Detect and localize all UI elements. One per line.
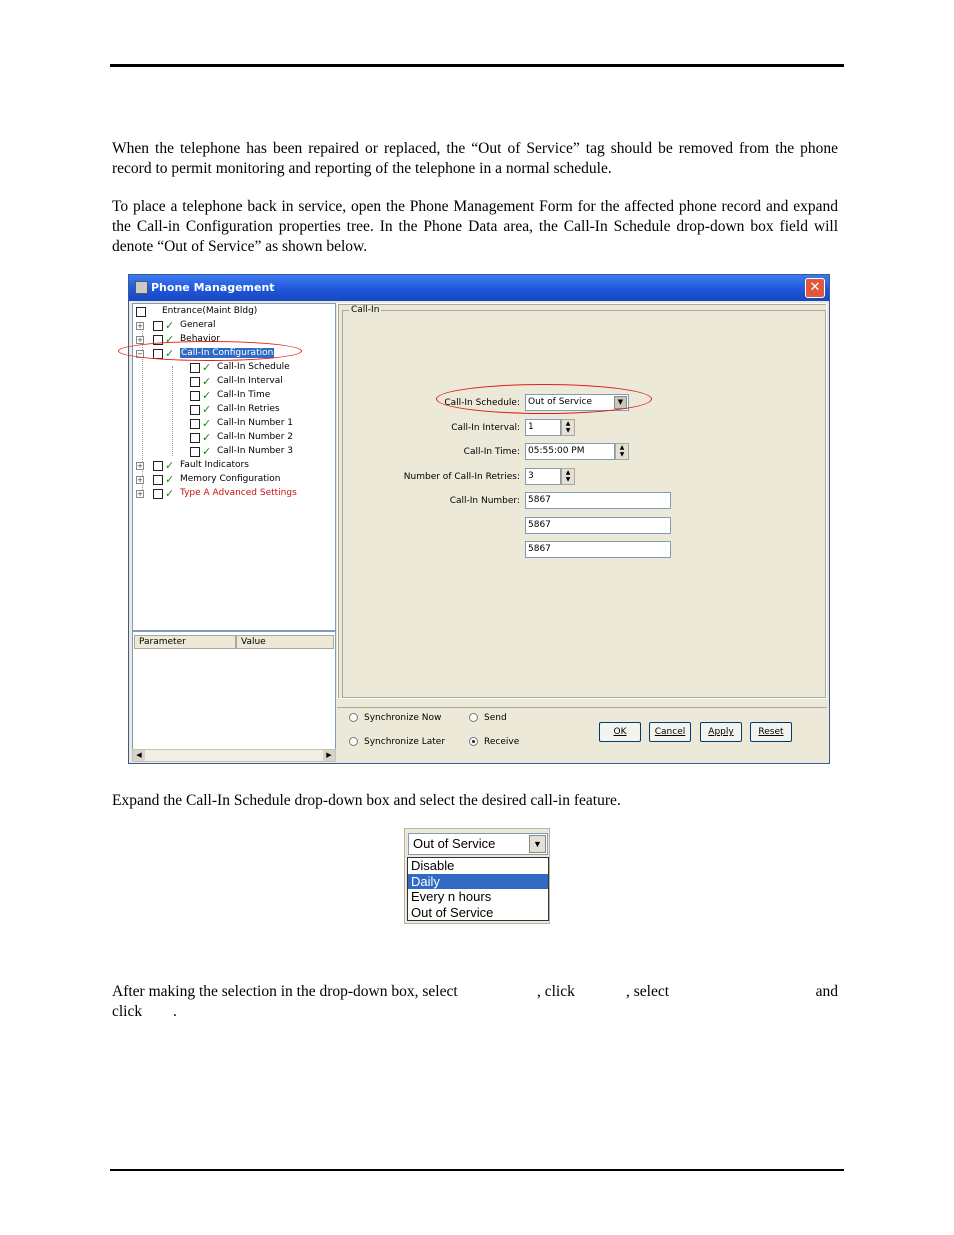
tree-item[interactable] [136, 305, 257, 318]
tree-checkbox[interactable] [136, 307, 146, 317]
tree-checkbox[interactable] [190, 377, 200, 387]
expand-icon[interactable]: + [137, 335, 143, 344]
green-check-icon: ✓ [165, 473, 175, 486]
tree-item-label: Call-In Time [217, 390, 271, 400]
window-titlebar [129, 275, 829, 301]
expand-icon[interactable]: + [137, 489, 143, 498]
cancel-button[interactable]: Cancel [649, 722, 691, 742]
interval-spinner[interactable]: ▲ ▼ [561, 419, 575, 436]
tree-checkbox[interactable] [190, 433, 200, 443]
tree-checkbox[interactable] [153, 321, 163, 331]
action-bar [337, 707, 827, 762]
synchronize-now-radio[interactable]: Synchronize Now [349, 713, 441, 723]
green-check-icon: ✓ [202, 361, 212, 374]
apply-button[interactable]: Apply [700, 722, 742, 742]
schedule-dropdown-figure [404, 828, 550, 924]
tree-item[interactable] [190, 417, 293, 430]
call-in-schedule-value: Out of Service [528, 397, 592, 407]
retries-spinner[interactable]: ▲ ▼ [561, 468, 575, 485]
groupbox-title: Call-In [351, 305, 380, 315]
tree-item-label: Call-In Schedule [217, 362, 290, 372]
tree-item-label: Call-In Configuration [181, 348, 274, 358]
window-title: Phone Management [151, 281, 275, 294]
green-check-icon: ✓ [202, 389, 212, 402]
tree-item[interactable] [190, 389, 270, 402]
dropdown-option[interactable]: Out of Service [411, 904, 494, 920]
expand-icon[interactable]: + [137, 475, 143, 484]
paragraph-instructions: To place a telephone back in service, open the Phone Management Form for the affected phone record and expand the Call-in Configuration properties tree. In the Phone Data area, the Call-In Schedule drop-down box field will denote “Out of Service” as shown below. [112, 198, 838, 255]
tree-item-label: Call-In Number 1 [217, 418, 294, 428]
tree-item-label: Memory Configuration [180, 474, 281, 484]
call-in-time-input[interactable]: 05:55:00 PM [525, 443, 615, 460]
tree-item-label: Call-In Interval [217, 376, 283, 386]
horizontal-scrollbar[interactable] [132, 749, 336, 762]
parameter-grid [132, 631, 336, 751]
phone-app-icon [135, 281, 148, 294]
tree-item-label: Behavior [180, 334, 220, 344]
phone-data-panel [337, 303, 827, 699]
call-in-interval-label: Call-In Interval: [451, 423, 520, 433]
green-check-icon: ✓ [165, 459, 175, 472]
tree-checkbox[interactable] [153, 475, 163, 485]
reset-button[interactable]: Reset [750, 722, 792, 742]
call-in-number-2-input[interactable]: 5867 [525, 517, 671, 534]
tree-item[interactable] [190, 403, 280, 416]
paragraph-intro: When the telephone has been repaired or replaced, the “Out of Service” tag should be removed from the phone record to permit monitoring and reporting of the telephone in a normal schedule. [112, 140, 838, 177]
green-check-icon: ✓ [165, 333, 175, 346]
expand-icon[interactable]: + [137, 461, 143, 470]
scroll-left-icon[interactable]: ◀ [133, 750, 145, 761]
footer-rule [110, 1169, 844, 1171]
tree-item[interactable] [190, 375, 283, 388]
green-check-icon: ✓ [202, 403, 212, 416]
tree-item[interactable] [190, 361, 290, 374]
call-in-interval-input[interactable]: 1 [525, 419, 561, 436]
call-in-number-label: Call-In Number: [449, 496, 520, 506]
call-in-number-1-input[interactable]: 5867 [525, 492, 671, 509]
grid-header-parameter[interactable]: Parameter [134, 635, 236, 649]
tree-item[interactable] [136, 319, 215, 332]
tree-item[interactable] [136, 459, 249, 472]
highlight-ellipse-schedule [436, 384, 652, 414]
green-check-icon: ✓ [202, 431, 212, 444]
synchronize-later-radio[interactable]: Synchronize Later [349, 737, 445, 747]
call-in-time-label: Call-In Time: [463, 447, 520, 457]
tree-checkbox[interactable] [153, 461, 163, 471]
dropdown-combo[interactable] [408, 833, 548, 855]
green-check-icon: ✓ [165, 319, 175, 332]
tree-checkbox[interactable] [153, 489, 163, 499]
tree-item-label: Call-In Retries [217, 404, 280, 414]
ok-button[interactable]: OK [599, 722, 641, 742]
tree-item-label: Call-In Number 2 [217, 432, 294, 442]
scroll-right-icon[interactable]: ▶ [323, 750, 335, 761]
tree-checkbox[interactable] [190, 391, 200, 401]
highlight-ellipse-tree [118, 341, 302, 361]
green-check-icon: ✓ [165, 487, 175, 500]
phone-management-window [128, 274, 830, 764]
tree-item[interactable] [136, 487, 297, 500]
close-icon[interactable]: ✕ [805, 278, 825, 298]
call-in-schedule-label: Call-In Schedule: [444, 398, 520, 408]
green-check-icon: ✓ [202, 445, 212, 458]
tree-item[interactable] [190, 431, 293, 444]
tree-checkbox[interactable] [190, 363, 200, 373]
grid-header-value[interactable]: Value [236, 635, 334, 649]
tree-checkbox[interactable] [190, 419, 200, 429]
green-check-icon: ✓ [165, 347, 175, 360]
tree-item-label: Type A Advanced Settings [180, 488, 297, 498]
call-in-number-3-input[interactable]: 5867 [525, 541, 671, 558]
time-spinner[interactable]: ▲ ▼ [615, 443, 629, 460]
dropdown-option[interactable]: Every n hours [411, 889, 492, 904]
chevron-down-icon[interactable]: ▼ [529, 835, 546, 853]
send-radio[interactable]: Send [469, 713, 507, 723]
chevron-down-icon[interactable]: ▼ [614, 396, 627, 409]
tree-item[interactable] [136, 473, 281, 486]
tree-checkbox[interactable] [190, 405, 200, 415]
receive-radio[interactable]: Receive [469, 737, 519, 747]
retries-input[interactable]: 3 [525, 468, 561, 485]
tree-item-label: Entrance(Maint Bldg) [162, 306, 258, 316]
dropdown-option[interactable]: Disable [411, 858, 455, 873]
expand-icon[interactable]: + [137, 321, 143, 330]
paragraph-expand: Expand the Call-In Schedule drop-down box and select the desired call-in feature. [112, 792, 621, 809]
tree-item[interactable] [190, 445, 293, 458]
green-check-icon: ✓ [202, 375, 212, 388]
collapse-icon[interactable]: − [137, 349, 143, 358]
tree-item-label: Fault Indicators [180, 460, 249, 470]
green-check-icon: ✓ [202, 417, 212, 430]
tree-item-label: Call-In Number 3 [217, 446, 294, 456]
tree-item-label: General [180, 320, 216, 330]
header-rule [110, 64, 844, 67]
dropdown-option[interactable]: Daily [408, 874, 548, 890]
dropdown-current-value: Out of Service [413, 836, 496, 851]
tree-checkbox[interactable] [190, 447, 200, 457]
dropdown-options-list [407, 857, 549, 921]
retries-label: Number of Call-In Retries: [403, 472, 520, 482]
